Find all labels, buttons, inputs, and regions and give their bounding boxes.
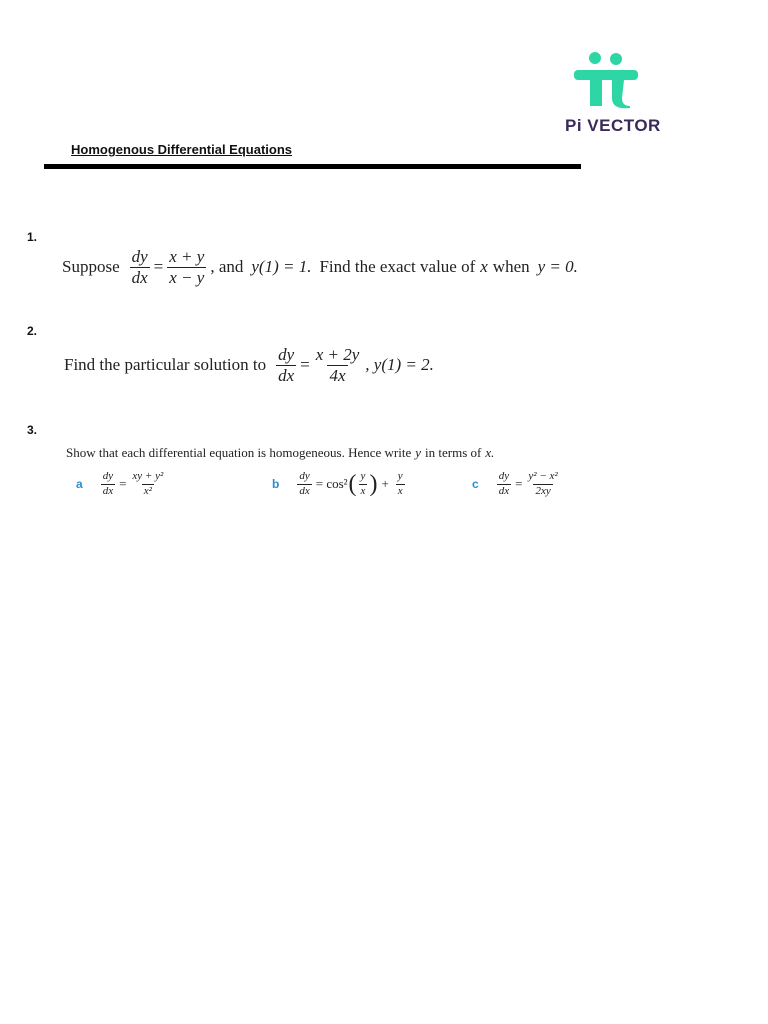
q3-intro-a: Show that each differential equation is homogeneous. Hence write bbox=[66, 445, 412, 460]
q3a-rhs-fraction bbox=[130, 471, 165, 497]
q1-lhs-num: dy bbox=[131, 247, 148, 266]
q3b-open-paren: ( bbox=[348, 471, 357, 498]
q1-condition: y(1) = 1. bbox=[251, 257, 312, 277]
q1-variable: x bbox=[480, 257, 488, 277]
q3b-inner-fraction bbox=[359, 471, 368, 497]
q3-intro-var-y: y bbox=[415, 445, 422, 460]
question-2 bbox=[64, 346, 434, 385]
q3c-equals: = bbox=[515, 476, 523, 492]
q3c-rhs-fraction bbox=[526, 471, 559, 497]
question-number-2: 2. bbox=[27, 324, 38, 338]
q3b-inner-num: y bbox=[360, 470, 366, 482]
q2-text-before: Find the particular solution to bbox=[64, 355, 267, 375]
page-title: Homogenous Differential Equations bbox=[71, 142, 293, 157]
q3b-rhs-num: y bbox=[397, 470, 403, 482]
question-number-1: 1. bbox=[27, 230, 38, 244]
q3c-lhs-fraction bbox=[497, 471, 511, 497]
q3a-rhs-num: xy + y² bbox=[132, 470, 164, 482]
title-rule bbox=[44, 164, 581, 169]
q3c-lhs-den: dx bbox=[498, 484, 510, 497]
q3-part-c bbox=[472, 471, 564, 497]
q3b-close-paren: ) bbox=[369, 471, 378, 498]
q3-part-c-label: c bbox=[472, 477, 479, 492]
q3-part-a bbox=[76, 471, 169, 497]
q3b-lhs-num: dy bbox=[299, 470, 310, 482]
q1-text-after-1: , and bbox=[210, 257, 244, 277]
q1-text-after-2: Find the exact value of bbox=[319, 257, 476, 277]
q2-lhs-den: dx bbox=[278, 365, 295, 385]
q2-rhs-den: 4x bbox=[329, 365, 346, 385]
q2-equals: = bbox=[300, 355, 310, 375]
q3c-rhs-den: 2xy bbox=[535, 484, 551, 497]
q1-lhs-fraction bbox=[130, 248, 150, 287]
q3-part-a-label: a bbox=[76, 477, 83, 492]
q1-condition-2: y = 0. bbox=[537, 257, 578, 277]
q3-part-b bbox=[272, 471, 409, 497]
q3b-lhs-den: dx bbox=[299, 484, 310, 497]
q3c-rhs-num: y² − x² bbox=[528, 470, 558, 482]
q2-lhs-num: dy bbox=[278, 345, 295, 364]
q1-rhs-num: x + y bbox=[169, 247, 205, 266]
logo-text: Pi VECTOR bbox=[565, 116, 661, 135]
q3b-rhs-den: x bbox=[397, 484, 403, 497]
q3b-rhs-fraction bbox=[396, 471, 405, 497]
q1-rhs-fraction bbox=[167, 248, 206, 287]
q3-intro-var-x: x. bbox=[485, 445, 495, 460]
q1-text-before: Suppose bbox=[62, 257, 120, 277]
q1-when: when bbox=[492, 257, 530, 277]
q3b-inner-den: x bbox=[360, 484, 366, 497]
q2-rhs-fraction bbox=[314, 346, 362, 385]
q3-intro-b: in terms of bbox=[425, 445, 482, 460]
q3b-equals-cos: = cos² bbox=[315, 476, 348, 492]
pi-vector-logo bbox=[560, 50, 660, 140]
q3-part-b-label: b bbox=[272, 477, 280, 492]
q3a-equals: = bbox=[119, 476, 127, 492]
question-1 bbox=[62, 248, 578, 287]
q3a-rhs-den: x² bbox=[143, 484, 152, 497]
question-3-intro bbox=[66, 445, 494, 461]
q3c-lhs-num: dy bbox=[498, 470, 510, 482]
q3b-lhs-fraction bbox=[297, 471, 311, 497]
question-number-3: 3. bbox=[27, 423, 38, 437]
q3a-lhs-fraction bbox=[101, 471, 115, 497]
q2-lhs-fraction bbox=[276, 346, 296, 385]
pi-vector-logo-icon bbox=[560, 50, 660, 112]
q3b-plus: + bbox=[381, 476, 389, 492]
q3a-lhs-den: dx bbox=[102, 484, 114, 497]
q1-equals: = bbox=[153, 257, 164, 277]
q1-rhs-den: x − y bbox=[169, 267, 205, 287]
q2-condition: , y(1) = 2. bbox=[365, 355, 434, 375]
q1-lhs-den: dx bbox=[131, 267, 148, 287]
q2-rhs-num: x + 2y bbox=[315, 345, 360, 364]
q3a-lhs-num: dy bbox=[102, 470, 114, 482]
